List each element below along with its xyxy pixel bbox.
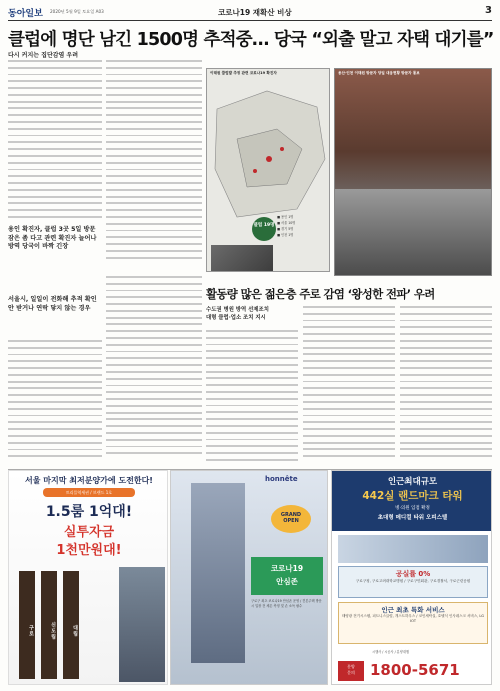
ad-left-invest-label: 실투자금: [63, 525, 115, 540]
street-photo: [334, 68, 492, 276]
club-count-badge: 클럽 19명: [252, 217, 276, 241]
legend-item: ■ 경기 5명: [277, 227, 294, 231]
service-sub: 태양광 전기시스템, 피트니스클럽, 개스트하우스 / 코인세탁실, 호텔식 인사데스크 서비스, LG IOT: [341, 614, 485, 623]
issue-date: 2020년 5월 9일 토요일 A03: [50, 9, 104, 14]
map-legend: [277, 214, 295, 238]
legend-item: ■ 인천 1명: [277, 233, 294, 237]
subhead-1: 용인 확진자, 클럽 3곳 5일 방문 잠은 좀 다고 관련 확진자 늘어나 방역 당국이 바짝 긴장: [8, 226, 97, 251]
article-text-col1: [8, 60, 102, 220]
ad-left-price: 1.5룸 1억대!: [45, 504, 133, 520]
page-number: 3: [485, 5, 492, 16]
station-sign: 대림: [63, 571, 79, 679]
secondary-headline: 활동량 많은 젊은층 주로 감염 ‘왕성한 전파’ 우려: [206, 287, 435, 301]
article-text-col2b: [106, 276, 202, 466]
photo-caption-title: 용산·인천 이태원 방문자 당일 대응현황 방문자 통보: [338, 71, 420, 75]
safe-zone-line2: 안심존: [276, 577, 298, 586]
article-text-col4: [303, 306, 395, 466]
ad-right-building-image: [338, 535, 488, 563]
legend-item: ■ 용인 1명: [277, 215, 294, 219]
map-title: 이태원 클럽발 추정 관련 코로나19 확진자: [210, 71, 277, 75]
masthead: [8, 5, 492, 21]
phone-number[interactable]: 1800-5671: [370, 661, 460, 679]
newspaper-logo: 동아일보: [8, 9, 43, 19]
vacancy-sub: 구로구청, 구로고려대학교병원 / 구로구민회관, 구로경찰서, 구로근린공원: [355, 579, 471, 583]
ad-brand-name: honnête: [265, 475, 298, 483]
grand-open-badge: GRAND OPEN: [271, 505, 311, 533]
ad-left-pill: 트리플역세권 / 브랜드 1호: [43, 488, 135, 497]
legend-item: ■ 서울 10명: [277, 221, 296, 225]
developer-info: 시행사 / 시공사 / 분양대행: [372, 650, 409, 654]
district-map-shape: [207, 79, 330, 229]
station-sign: 구로: [19, 571, 35, 679]
ad-left-apartment[interactable]: [8, 470, 168, 685]
ad-right-line3: 병·의원 입점 확정: [395, 506, 430, 511]
vacancy-box: [338, 566, 488, 598]
service-box: [338, 602, 488, 644]
ad-right-header: [332, 471, 492, 531]
advertisement-row: [8, 469, 492, 687]
safe-zone-box: [251, 557, 323, 595]
article-kicker: 다시 커지는 집단감염 우려: [8, 52, 79, 59]
article-text-col3: [206, 330, 298, 465]
ad-right-line2: 442실 랜드마크 타워: [362, 490, 463, 502]
article-text-col2: [106, 60, 202, 270]
club-photo: [211, 245, 273, 271]
building-image: [119, 567, 165, 682]
article-text-col1b: [8, 340, 102, 465]
safe-zone-notice: 구로구 최초 코로나19 안심존 운영 / 견본주택 방문 시 입장 전 체온 측정 및 손 소독 필수: [251, 599, 322, 608]
mid-kicker: 수도권 병원 방역 선제조치 대형 클럽·업소 조치 지시: [206, 307, 269, 321]
station-sign: 신도림: [41, 571, 57, 679]
section-title: 코로나19 재확산 비상: [218, 8, 292, 17]
ad-middle-brand[interactable]: [170, 470, 328, 685]
tower-image: [191, 483, 245, 663]
safe-zone-line1: 코로나19: [270, 564, 304, 573]
subhead-2: 서울시, 일일이 전화해 추적 확인 안 받거나 연락 닿지 않는 경우: [8, 296, 97, 312]
service-title: 인근 최초 특화 서비스: [381, 606, 445, 614]
vacancy-title: 공실률 0%: [395, 570, 431, 578]
ad-left-invest-amount: 1천만원대!: [56, 543, 122, 558]
street-photo-lower: [335, 189, 492, 276]
main-headline: 클럽에 명단 남긴 1500명 추적중… 당국 “외출 말고 자택 대기를”: [8, 30, 494, 50]
ad-right-landmark[interactable]: [331, 470, 492, 685]
ad-right-line1: 인근최대규모: [387, 477, 438, 487]
article-text-col5: [400, 306, 492, 466]
ad-right-line4: 초대형 메디컬 타워 오피스텔: [377, 515, 448, 521]
infographic-map: [206, 68, 330, 272]
ad-left-tagline: 서울 마지막 최저분양가에 도전한다!: [25, 476, 153, 485]
phone-label: 분양 문의: [338, 661, 364, 681]
